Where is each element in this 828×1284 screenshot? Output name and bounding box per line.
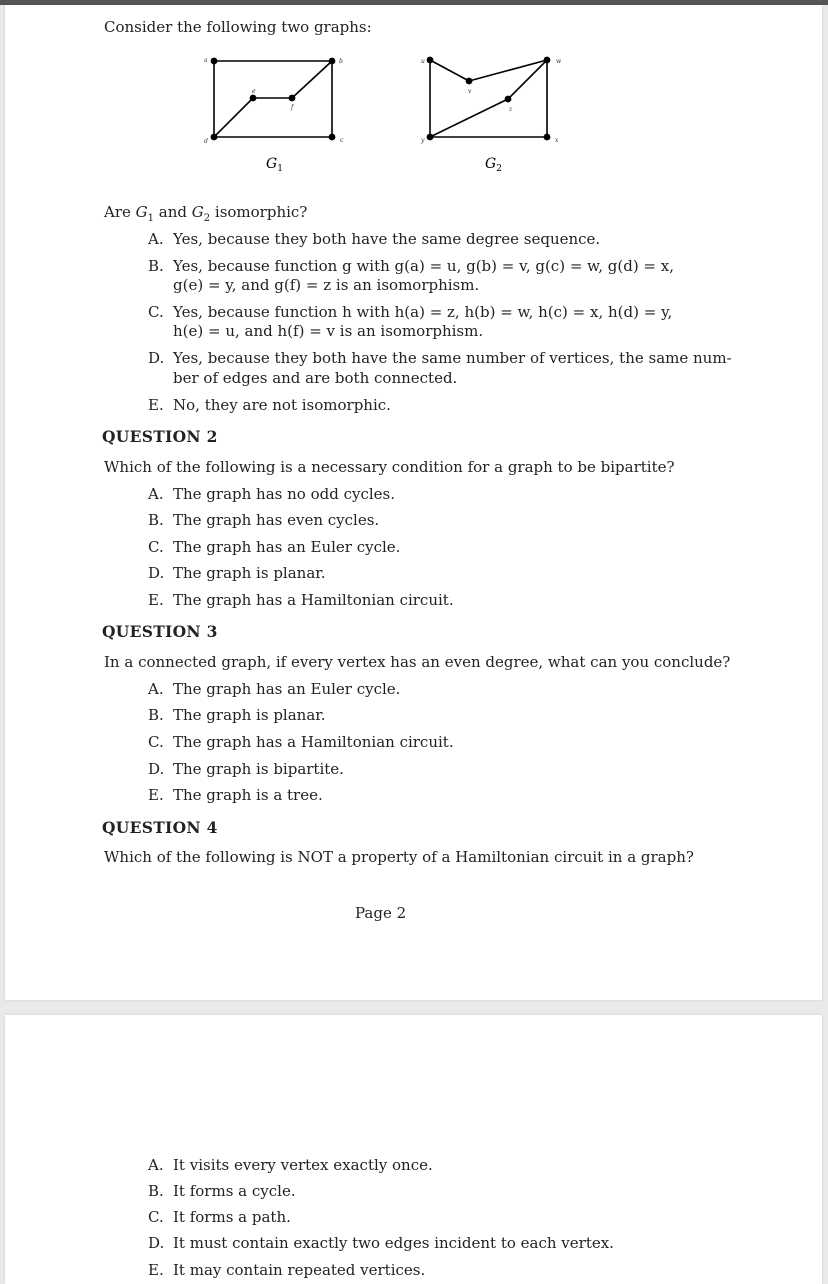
label-d: d — [204, 138, 208, 145]
intro-text: Consider the following two graphs: — [104, 18, 372, 36]
vertex-f — [289, 95, 296, 102]
document-page-2 — [5, 1015, 822, 1284]
g2-caption: $G_2$ — [485, 156, 502, 174]
label-b: b — [339, 58, 343, 65]
q4-option-d[interactable]: D. It must contain exactly two edges incident to each vertex. — [148, 1234, 614, 1252]
q3-option-b[interactable]: B. The graph is planar. — [148, 706, 326, 724]
label-y: y — [421, 137, 425, 144]
vertex-v — [466, 78, 473, 85]
label-w: w — [556, 58, 562, 65]
q4-option-a[interactable]: A. It visits every vertex exactly once. — [148, 1156, 433, 1174]
q3-stem: In a connected graph, if every vertex has an even degree, what can you conclude? — [104, 653, 731, 671]
q1-option-d-cont: ber of edges and are both connected. — [173, 369, 458, 387]
label-e: e — [252, 88, 256, 95]
label-z: z — [509, 106, 513, 113]
vertex-x — [544, 134, 551, 141]
q3-heading: QUESTION 3 — [102, 622, 218, 641]
label-f: f — [291, 104, 294, 111]
q2-option-e[interactable]: E. The graph has a Hamiltonian circuit. — [148, 591, 454, 609]
q3-option-a[interactable]: A. The graph has an Euler cycle. — [148, 680, 401, 698]
vertex-b — [329, 58, 336, 65]
q1-option-e[interactable]: E. No, they are not isomorphic. — [148, 396, 391, 414]
q1-option-c[interactable]: C. Yes, because function h with h(a) = z, h(b) = w, h(c) = x, h(d) = y, — [148, 303, 673, 321]
q3-option-e[interactable]: E. The graph is a tree. — [148, 786, 323, 804]
label-u: u — [421, 58, 425, 65]
q4-heading: QUESTION 4 — [102, 818, 218, 837]
q4-option-e[interactable]: E. It may contain repeated vertices. — [148, 1261, 426, 1279]
q2-option-a[interactable]: A. The graph has no odd cycles. — [148, 485, 396, 503]
vertex-z — [505, 96, 512, 103]
q1-stem: Are $G_1$ and $G_2$ isomorphic? — [104, 203, 308, 224]
page-number: Page 2 — [355, 904, 407, 922]
graph-g2-figure — [410, 50, 570, 175]
vertex-c — [329, 134, 336, 141]
q1-option-d[interactable]: D. Yes, because they both have the same number of vertices, the same num- — [148, 349, 732, 367]
q1-option-a[interactable]: A. Yes, because they both have the same degree sequence. — [148, 230, 601, 248]
label-v: v — [468, 88, 472, 95]
q2-option-b[interactable]: B. The graph has even cycles. — [148, 511, 380, 529]
q1-option-b-cont: g(e) = y, and g(f) = z is an isomorphism. — [173, 276, 480, 294]
q4-option-b[interactable]: B. It forms a cycle. — [148, 1182, 296, 1200]
g1-caption: $G_1$ — [266, 156, 283, 174]
vertex-e — [250, 95, 257, 102]
q3-option-c[interactable]: C. The graph has a Hamiltonian circuit. — [148, 733, 454, 751]
q4-option-c[interactable]: C. It forms a path. — [148, 1208, 291, 1226]
q4-stem: Which of the following is NOT a property of a Hamiltonian circuit in a graph? — [104, 848, 694, 866]
q1-option-c-cont: h(e) = u, and h(f) = v is an isomorphism. — [173, 322, 484, 340]
q2-stem: Which of the following is a necessary condition for a graph to be bipartite? — [104, 458, 675, 476]
vertex-d — [211, 134, 218, 141]
q3-option-d[interactable]: D. The graph is bipartite. — [148, 760, 344, 778]
vertex-w — [544, 57, 551, 64]
graph-g1-figure — [190, 50, 350, 175]
q2-option-c[interactable]: C. The graph has an Euler cycle. — [148, 538, 401, 556]
label-x: x — [555, 137, 559, 144]
label-c: c — [340, 137, 344, 144]
vertex-a — [211, 58, 218, 65]
vertex-u — [427, 57, 434, 64]
q2-option-d[interactable]: D. The graph is planar. — [148, 564, 326, 582]
q1-option-b[interactable]: B. Yes, because function g with g(a) = u, g(b) = v, g(c) = w, g(d) = x, — [148, 257, 674, 275]
label-a: a — [204, 57, 208, 64]
document-page-1 — [5, 5, 822, 1000]
vertex-y — [427, 134, 434, 141]
q2-heading: QUESTION 2 — [102, 427, 218, 446]
